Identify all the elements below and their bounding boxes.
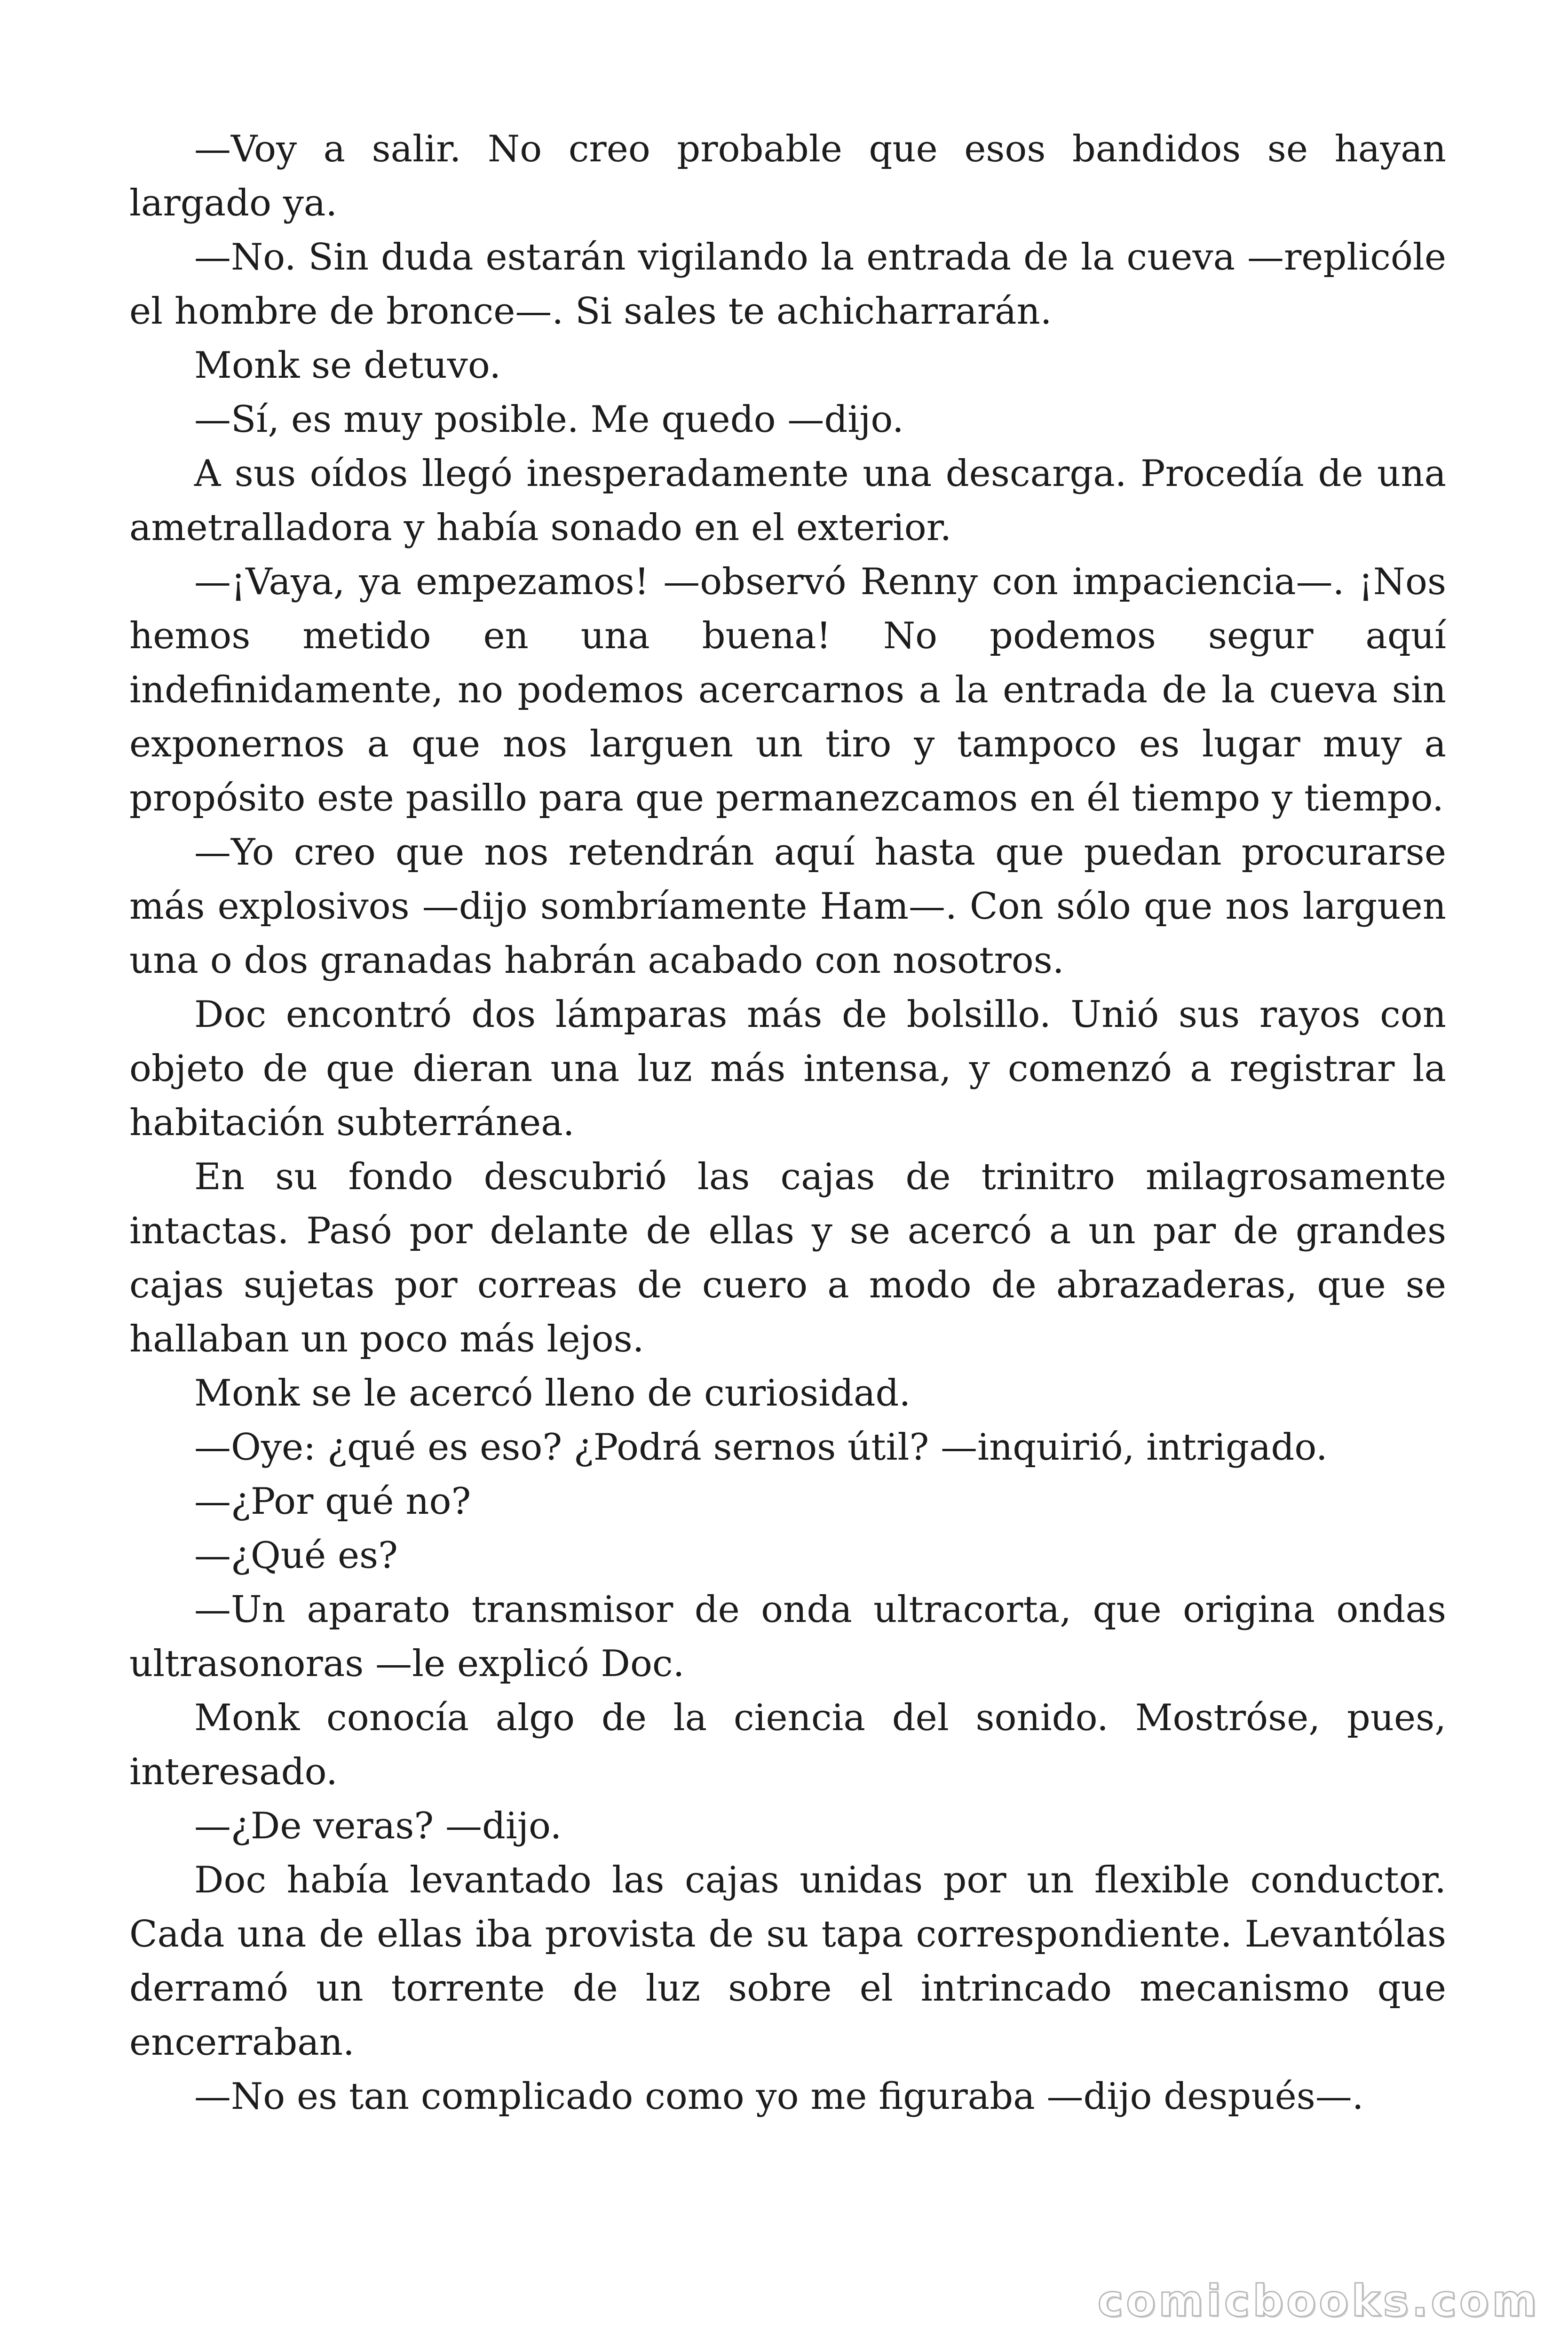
paragraph: —¡Vaya, ya empezamos! —observó Renny con impaciencia—. ¡Nos hemos metido en una buena! No podemos segur aquí indefinidamente, no podemos acercarnos a la entrada de la cueva sin exponernos a que nos larguen un tiro y tampoco es lugar muy a propósito este pasillo para que permanezcamos en él tiempo y tiempo. — [129, 561, 1446, 819]
paragraph: —Oye: ¿qué es eso? ¿Podrá sernos útil? —inquirió, intrigado. — [194, 1426, 1328, 1469]
paragraph: —No. Sin duda estarán vigilando la entrada de la cueva —replicóle el hombre de bronce—. Si sales te achicharrarán. — [129, 236, 1446, 333]
paragraph: —Un aparato transmisor de onda ultracorta, que origina ondas ultrasonoras —le explicó Doc. — [129, 1589, 1446, 1685]
paragraph: —¿De veras? —dijo. — [194, 1805, 562, 1847]
paragraph: Monk se le acercó lleno de curiosidad. — [194, 1372, 911, 1414]
watermark: comicbooks.com — [1097, 2276, 1540, 2326]
paragraph: Monk se detuvo. — [194, 344, 501, 387]
paragraph: —No es tan complicado como yo me figuraba —dijo después—. — [194, 2075, 1364, 2118]
paragraph: —¿Qué es? — [194, 1534, 398, 1577]
paragraph: En su fondo descubrió las cajas de trinitro milagrosamente intactas. Pasó por delante de ellas y se acercó a un par de grandes cajas sujetas por correas de cuero a modo de abrazaderas, que se hallaban un poco más lejos. — [129, 1156, 1446, 1360]
paragraph: Doc encontró dos lámparas más de bolsillo. Unió sus rayos con objeto de que dieran una luz más intensa, y comenzó a registrar la habitación subterránea. — [129, 993, 1446, 1144]
paragraph: —Sí, es muy posible. Me quedo —dijo. — [194, 398, 904, 441]
paragraph: A sus oídos llegó inesperadamente una descarga. Procedía de una ametralladora y había sonado en el exterior. — [129, 453, 1446, 549]
paragraph: —Yo creo que nos retendrán aquí hasta que puedan procurarse más explosivos —dijo sombríamente Ham—. Con sólo que nos larguen una o dos granadas habrán acabado con nosotros. — [129, 831, 1446, 982]
book-page-text — [129, 122, 1446, 2124]
paragraph: —¿Por qué no? — [194, 1480, 471, 1523]
paragraph: —Voy a salir. No creo probable que esos bandidos se hayan largado ya. — [129, 128, 1446, 224]
paragraph: Monk conocía algo de la ciencia del sonido. Mostróse, pues, interesado. — [129, 1697, 1446, 1793]
paragraph: Doc había levantado las cajas unidas por un flexible conductor. Cada una de ellas iba provista de su tapa correspondiente. Levantólas derramó un torrente de luz sobre el intrincado mecanismo que encerraban. — [129, 1859, 1446, 2064]
